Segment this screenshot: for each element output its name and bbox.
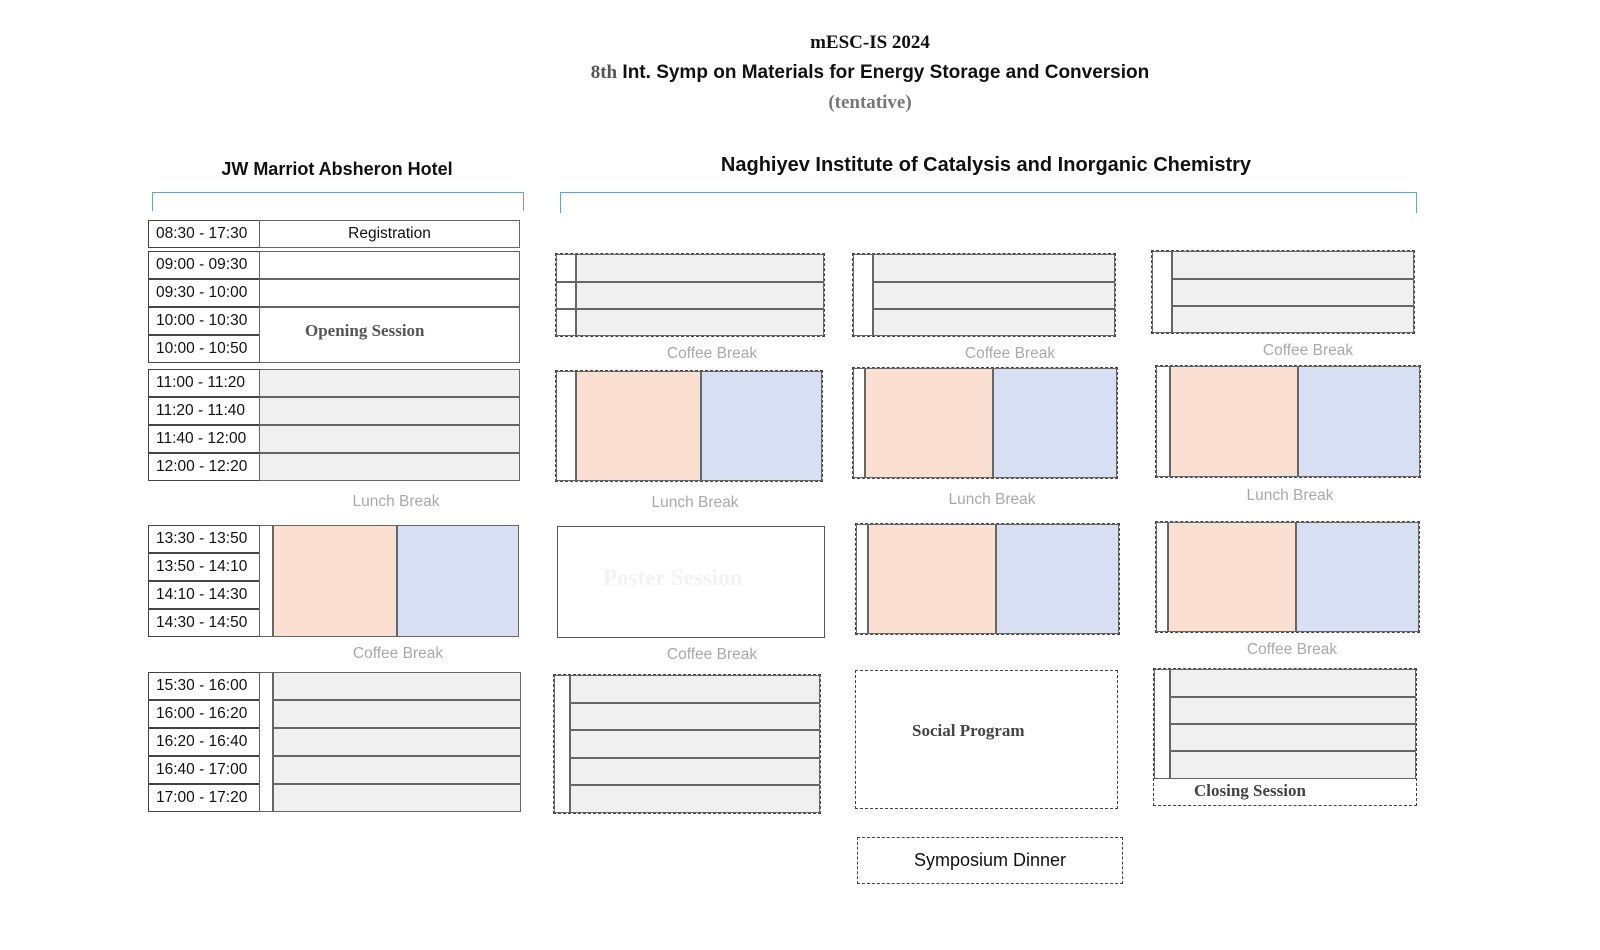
talk-cell xyxy=(259,369,520,397)
day2-afternoon2-block xyxy=(553,674,821,814)
plenary-cell xyxy=(576,254,824,282)
day3-afternoon1-block xyxy=(855,523,1120,635)
day2-morning2-block xyxy=(555,370,823,482)
opening-session-label: Opening Session xyxy=(305,321,425,340)
time-slot: 09:30 - 10:00 xyxy=(148,279,260,307)
coffee-break: Coffee Break xyxy=(666,646,758,663)
plenary-cell xyxy=(576,309,824,336)
day3-morning1-block xyxy=(852,253,1116,337)
day3-morning2-block xyxy=(852,367,1118,479)
plenary-cell xyxy=(576,282,824,309)
venue-right: Naghiyev Institute of Catalysis and Inorganic Chemistry xyxy=(720,154,1252,176)
parallel-session-a xyxy=(273,525,397,637)
plenary-cell xyxy=(1172,251,1414,279)
talk-cell xyxy=(1170,669,1416,697)
symposium-name: Int. Symp on Materials for Energy Storage and Conversion xyxy=(617,62,1150,83)
talk-cell xyxy=(570,703,820,730)
talk-cell xyxy=(1170,751,1416,779)
talk-cell xyxy=(1170,724,1416,751)
venue-right-bracket xyxy=(560,192,1417,213)
parallel-session-a xyxy=(865,368,993,478)
plenary-cell xyxy=(873,254,1115,282)
narrow-cell xyxy=(853,254,873,336)
narrow-cell xyxy=(556,282,576,309)
time-slot: 10:00 - 10:30 xyxy=(148,307,260,335)
day1-morning1-block xyxy=(148,220,520,363)
time-slot: 08:30 - 17:30 xyxy=(148,220,260,248)
time-slot: 17:00 - 17:20 xyxy=(148,784,260,812)
parallel-session-a xyxy=(576,371,701,481)
time-slot: 16:20 - 16:40 xyxy=(148,728,260,756)
social-program-label: Social Program xyxy=(912,721,1025,740)
time-slot: 11:20 - 11:40 xyxy=(148,397,260,425)
time-slot: 10:00 - 10:50 xyxy=(148,335,260,363)
day4-afternoon2-block xyxy=(1153,668,1417,806)
time-slot: 16:00 - 16:20 xyxy=(148,700,260,728)
parallel-session-b xyxy=(397,525,519,637)
time-slot: 13:30 - 13:50 xyxy=(148,525,260,553)
slot-cell xyxy=(259,251,520,279)
talk-cell xyxy=(259,397,520,425)
narrow-cell xyxy=(259,525,273,637)
parallel-session-b xyxy=(993,368,1117,478)
social-program-cell xyxy=(855,670,1118,809)
talk-cell xyxy=(259,453,520,481)
talk-cell xyxy=(273,756,521,784)
time-slot: 11:00 - 11:20 xyxy=(148,369,260,397)
day1-afternoon2-block xyxy=(148,672,521,812)
coffee-break: Coffee Break xyxy=(964,345,1056,362)
parallel-session-b xyxy=(1296,522,1419,632)
day2-morning1-block xyxy=(555,253,825,337)
tentative-label: (tentative) xyxy=(828,92,912,113)
narrow-cell xyxy=(1156,366,1170,477)
coffee-break: Coffee Break xyxy=(352,645,444,662)
narrow-cell xyxy=(853,368,865,478)
talk-cell xyxy=(273,700,521,728)
day4-morning2-block xyxy=(1155,365,1421,478)
talk-cell xyxy=(1170,697,1416,724)
narrow-cell xyxy=(1152,251,1172,333)
parallel-session-b xyxy=(1298,366,1420,477)
time-slot: 14:10 - 14:30 xyxy=(148,581,260,609)
narrow-cell xyxy=(856,524,868,634)
plenary-cell xyxy=(1172,306,1414,333)
slot-cell xyxy=(259,279,520,307)
day4-afternoon1-block xyxy=(1155,521,1420,633)
symposium-dinner-cell: Symposium Dinner xyxy=(857,837,1123,884)
edition-number: 8th xyxy=(590,62,618,83)
symposium-title: mESC-IS 2024 xyxy=(810,32,930,53)
narrow-cell xyxy=(259,672,273,812)
narrow-cell xyxy=(554,675,570,813)
closing-session-label: Closing Session xyxy=(1194,781,1306,800)
talk-cell xyxy=(273,784,521,812)
day4-morning1-block xyxy=(1151,250,1415,334)
venue-left: JW Marriot Absheron Hotel xyxy=(221,159,453,179)
plenary-cell xyxy=(873,309,1115,336)
time-slot: 14:30 - 14:50 xyxy=(148,609,260,637)
parallel-session-b xyxy=(701,371,822,481)
parallel-session-b xyxy=(996,524,1119,634)
time-slot: 09:00 - 09:30 xyxy=(148,251,260,279)
parallel-session-a xyxy=(1168,522,1296,632)
talk-cell xyxy=(570,758,820,785)
time-slot: 15:30 - 16:00 xyxy=(148,672,260,700)
poster-session-label: Poster Session xyxy=(603,565,743,590)
time-slot: 13:50 - 14:10 xyxy=(148,553,260,581)
lunch-break: Lunch Break xyxy=(651,494,739,511)
registration-cell: Registration xyxy=(259,220,520,248)
parallel-session-a xyxy=(868,524,996,634)
talk-cell xyxy=(259,425,520,453)
parallel-session-a xyxy=(1170,366,1298,477)
narrow-cell xyxy=(1156,522,1168,632)
talk-cell xyxy=(273,728,521,756)
day1-afternoon1-block xyxy=(148,525,520,637)
coffee-break: Coffee Break xyxy=(1262,342,1354,359)
venue-left-bracket xyxy=(152,192,524,211)
plenary-cell xyxy=(1172,279,1414,306)
talk-cell xyxy=(570,730,820,758)
coffee-break: Coffee Break xyxy=(1246,641,1338,658)
plenary-cell xyxy=(873,282,1115,309)
narrow-cell xyxy=(556,371,576,481)
time-slot: 12:00 - 12:20 xyxy=(148,453,260,481)
time-slot: 11:40 - 12:00 xyxy=(148,425,260,453)
narrow-cell xyxy=(556,254,576,282)
day1-morning2-block xyxy=(148,369,520,481)
talk-cell xyxy=(570,785,820,813)
poster-session-cell xyxy=(557,526,825,638)
lunch-break: Lunch Break xyxy=(948,491,1036,508)
time-slot: 16:40 - 17:00 xyxy=(148,756,260,784)
lunch-break: Lunch Break xyxy=(352,493,440,510)
narrow-cell xyxy=(556,309,576,336)
talk-cell xyxy=(570,675,820,703)
opening-session-cell xyxy=(259,307,520,363)
coffee-break: Coffee Break xyxy=(666,345,758,362)
lunch-break: Lunch Break xyxy=(1246,487,1334,504)
talk-cell xyxy=(273,672,521,700)
narrow-cell xyxy=(1154,669,1170,779)
symposium-subtitle xyxy=(0,62,1600,84)
